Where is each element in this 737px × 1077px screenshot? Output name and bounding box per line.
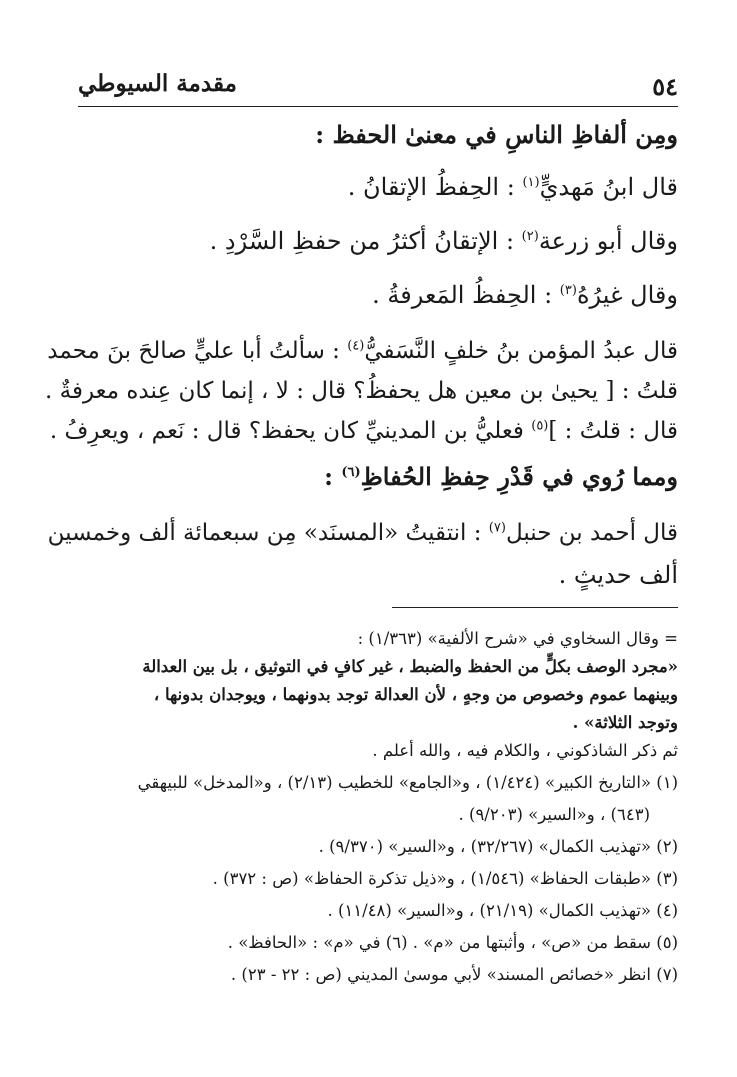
footnote-line: = وقال السخاوي في «شرح الألفية» (١/٣٦٣) :	[357, 629, 678, 648]
footnote-ref: (٦)	[341, 465, 361, 480]
footnote-line: (٤) «تهذيب الكمال» (٢١/١٩) ، و«السير» (١١/٤٨) .	[327, 901, 678, 920]
text-line: ألف حديثٍ .	[558, 561, 678, 589]
text-line: وقال أبو زرعة$^{(٢)}$ : الإتقانُ أكثرُ من حفظِ السَّرْدِ .	[209, 227, 678, 255]
footnote-separator	[392, 607, 678, 608]
section-heading: ومما رُوي في قَدْرِ حِفظِ الحُفاظِ$^{(٦)}$ :	[324, 462, 678, 491]
footnote-ref: (٧)	[488, 520, 506, 536]
footnote-line: ثم ذكر الشاذكوني ، والكلام فيه ، والله أعلم .	[372, 741, 678, 760]
footnote-line: وتوجد الثلاثة» .	[572, 713, 678, 732]
footnote-line: (٣) «طبقات الحفاظ» (١/٥٤٦) ، و«ذيل تذكرة الحفاظ» (ص : ٣٧٢) .	[212, 869, 678, 888]
footnote-ref: (٥)	[531, 418, 549, 434]
footnote-line: (٧) انظر «خصائص المسند» لأبي موسىٰ المديني (ص : ٢٢ - ٢٣) .	[230, 965, 678, 984]
text-line: قال ابنُ مَهديٍّ$^{(١)}$ : الحِفظُ الإتقانُ .	[347, 173, 678, 201]
footnote-ref: (٢)	[521, 229, 539, 244]
footnote-ref: (١)	[522, 175, 540, 190]
footnote-line: (٥) سقط من «ص» ، وأثبتها من «م» . (٦) في «م» : «الحافظ» .	[227, 933, 678, 952]
footnote-line: (٦٤٣) ، و«السير» (٩/٢٠٣) .	[458, 805, 650, 824]
text-line: قلتُ : [ يحيىٰ بن معين هل يحفظُ؟ قال : لا ، إنما كان عِنده معرفةٌ .	[45, 378, 678, 404]
running-title: مقدمة السيوطي	[78, 70, 237, 97]
page-header	[78, 62, 678, 107]
footnote-line: (١) «التاريخ الكبير» (١/٤٢٤) ، و«الجامع» للخطيب (٢/١٣) ، و«المدخل» للبيهقي	[137, 773, 678, 792]
footnote-line: (٢) «تهذيب الكمال» (٣٢/٢٦٧) ، و«السير» (٩/٣٧٠) .	[318, 837, 678, 856]
text-line: قال : قلتُ : ]$^{(٥)}$ فعليُّ بن المدينيِّ كان يحفظ؟ قال : نَعم ، ويعرِفُ .	[49, 418, 678, 444]
text-line: قال أحمد بن حنبل$^{(٧)}$ : انتقيتُ «المسنَد» مِن سبعمائة ألف وخمسين	[47, 520, 678, 546]
footnote-line: «مجرد الوصف بكلٍّ من الحفظ والضبط ، غير كافٍ في التوثيق ، بل بين العدالة	[142, 657, 678, 676]
footnote-ref: (٣)	[559, 283, 577, 298]
page-number: ٥٤	[652, 72, 678, 101]
footnote-ref: (٤)	[347, 338, 365, 354]
text-line: قال عبدُ المؤمن بنُ خلفٍ النَّسَفيُّ$^{(٤)}$ : سألتُ أبا عليٍّ صالحَ بنَ محمد	[47, 338, 678, 364]
text-line: وقال غيرُهُ$^{(٣)}$ : الحِفظُ المَعرفةُ .	[372, 281, 678, 309]
footnote-line: وبينهما عموم وخصوص من وجهٍ ، لأن العدالة توجد بدونهما ، ويوجدان بدونها ،	[153, 685, 678, 704]
section-heading: ومِن ألفاظِ الناسِ في معنىٰ الحفظ :	[315, 120, 678, 149]
